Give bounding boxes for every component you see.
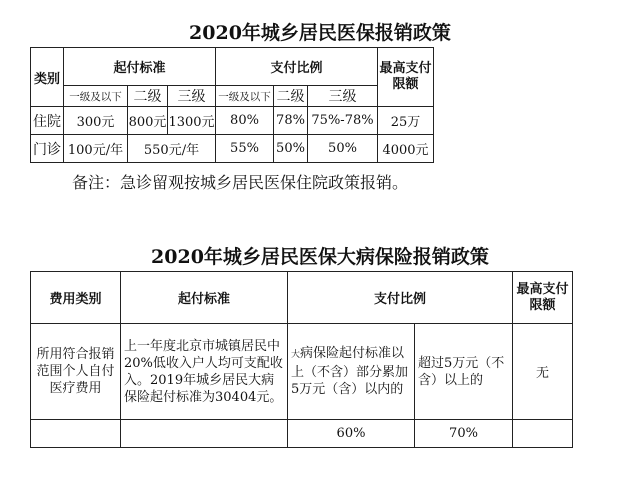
- table-row: [31, 107, 434, 135]
- header-category: 类别: [31, 48, 64, 107]
- cell-ratio-level1: 55%: [216, 135, 274, 163]
- cell-fee-category: 所用符合报销范围个人自付医疗费用: [31, 324, 121, 420]
- header-fee-category: 费用类别: [31, 272, 121, 324]
- subheader-level3-ratio: 三级: [308, 86, 378, 107]
- cell-ratio-level2: 50%: [274, 135, 308, 163]
- subheader-level1-deductible: 一级及以下: [64, 86, 128, 107]
- cell-deductible-level1: 100元/年: [64, 135, 128, 163]
- subheader-level1-ratio: 一级及以下: [216, 86, 274, 107]
- policy-title-basic: 2020年城乡居民医保报销政策: [189, 22, 451, 44]
- cell-max-limit: 无: [513, 324, 573, 420]
- cell-empty: [513, 420, 573, 448]
- cell-max-limit: 4000元: [378, 135, 434, 163]
- cell-deductible: 上一年度北京市城镇居民中20%低收入户人均可支配收入。2019年城乡居民大病保险起付标准为30404元。: [121, 324, 288, 420]
- cell-deductible-level2-3: 550元/年: [128, 135, 216, 163]
- subheader-level2-deductible: 二级: [128, 86, 168, 107]
- table-row: [31, 324, 573, 420]
- cell-deductible-level2: 800元: [128, 107, 168, 135]
- tier1-rest: 病保险起付标准以上（不含）部分累加5万元（含）以内的: [291, 346, 409, 397]
- header-deductible: 起付标准: [64, 48, 216, 86]
- header-ratio: 支付比例: [288, 272, 513, 324]
- subheader-level3-deductible: 三级: [168, 86, 216, 107]
- cell-empty: [121, 420, 288, 448]
- row-type: 住院: [31, 107, 64, 135]
- tier1-prefix: 大: [291, 350, 301, 360]
- table-row: [31, 135, 434, 163]
- policy-note: 备注：急诊留观按城乡居民医保住院政策报销。: [72, 173, 409, 192]
- cell-ratio-level1: 80%: [216, 107, 274, 135]
- header-max-limit: 最高支付限额: [513, 272, 573, 324]
- subheader-level2-ratio: 二级: [274, 86, 308, 107]
- policy-title-critical-illness: 2020年城乡居民医保大病保险报销政策: [151, 246, 489, 268]
- cell-deductible-level3: 1300元: [168, 107, 216, 135]
- cell-ratio-level3: 75%-78%: [308, 107, 378, 135]
- cell-ratio-level3: 50%: [308, 135, 378, 163]
- cell-tier2-desc: 超过5万元（不含）以上的: [415, 324, 513, 420]
- cell-deductible-level1: 300元: [64, 107, 128, 135]
- critical-illness-table: [30, 271, 573, 448]
- cell-ratio-level2: 78%: [274, 107, 308, 135]
- basic-insurance-table: [30, 47, 434, 163]
- row-type: 门诊: [31, 135, 64, 163]
- cell-tier1-desc: [288, 324, 415, 420]
- header-deductible: 起付标准: [121, 272, 288, 324]
- cell-ratio-tier1: 60%: [288, 420, 415, 448]
- cell-max-limit: 25万: [378, 107, 434, 135]
- cell-ratio-tier2: 70%: [415, 420, 513, 448]
- cell-empty: [31, 420, 121, 448]
- table-row: [31, 420, 573, 448]
- header-max-limit: 最高支付限额: [378, 48, 434, 107]
- header-ratio: 支付比例: [216, 48, 378, 86]
